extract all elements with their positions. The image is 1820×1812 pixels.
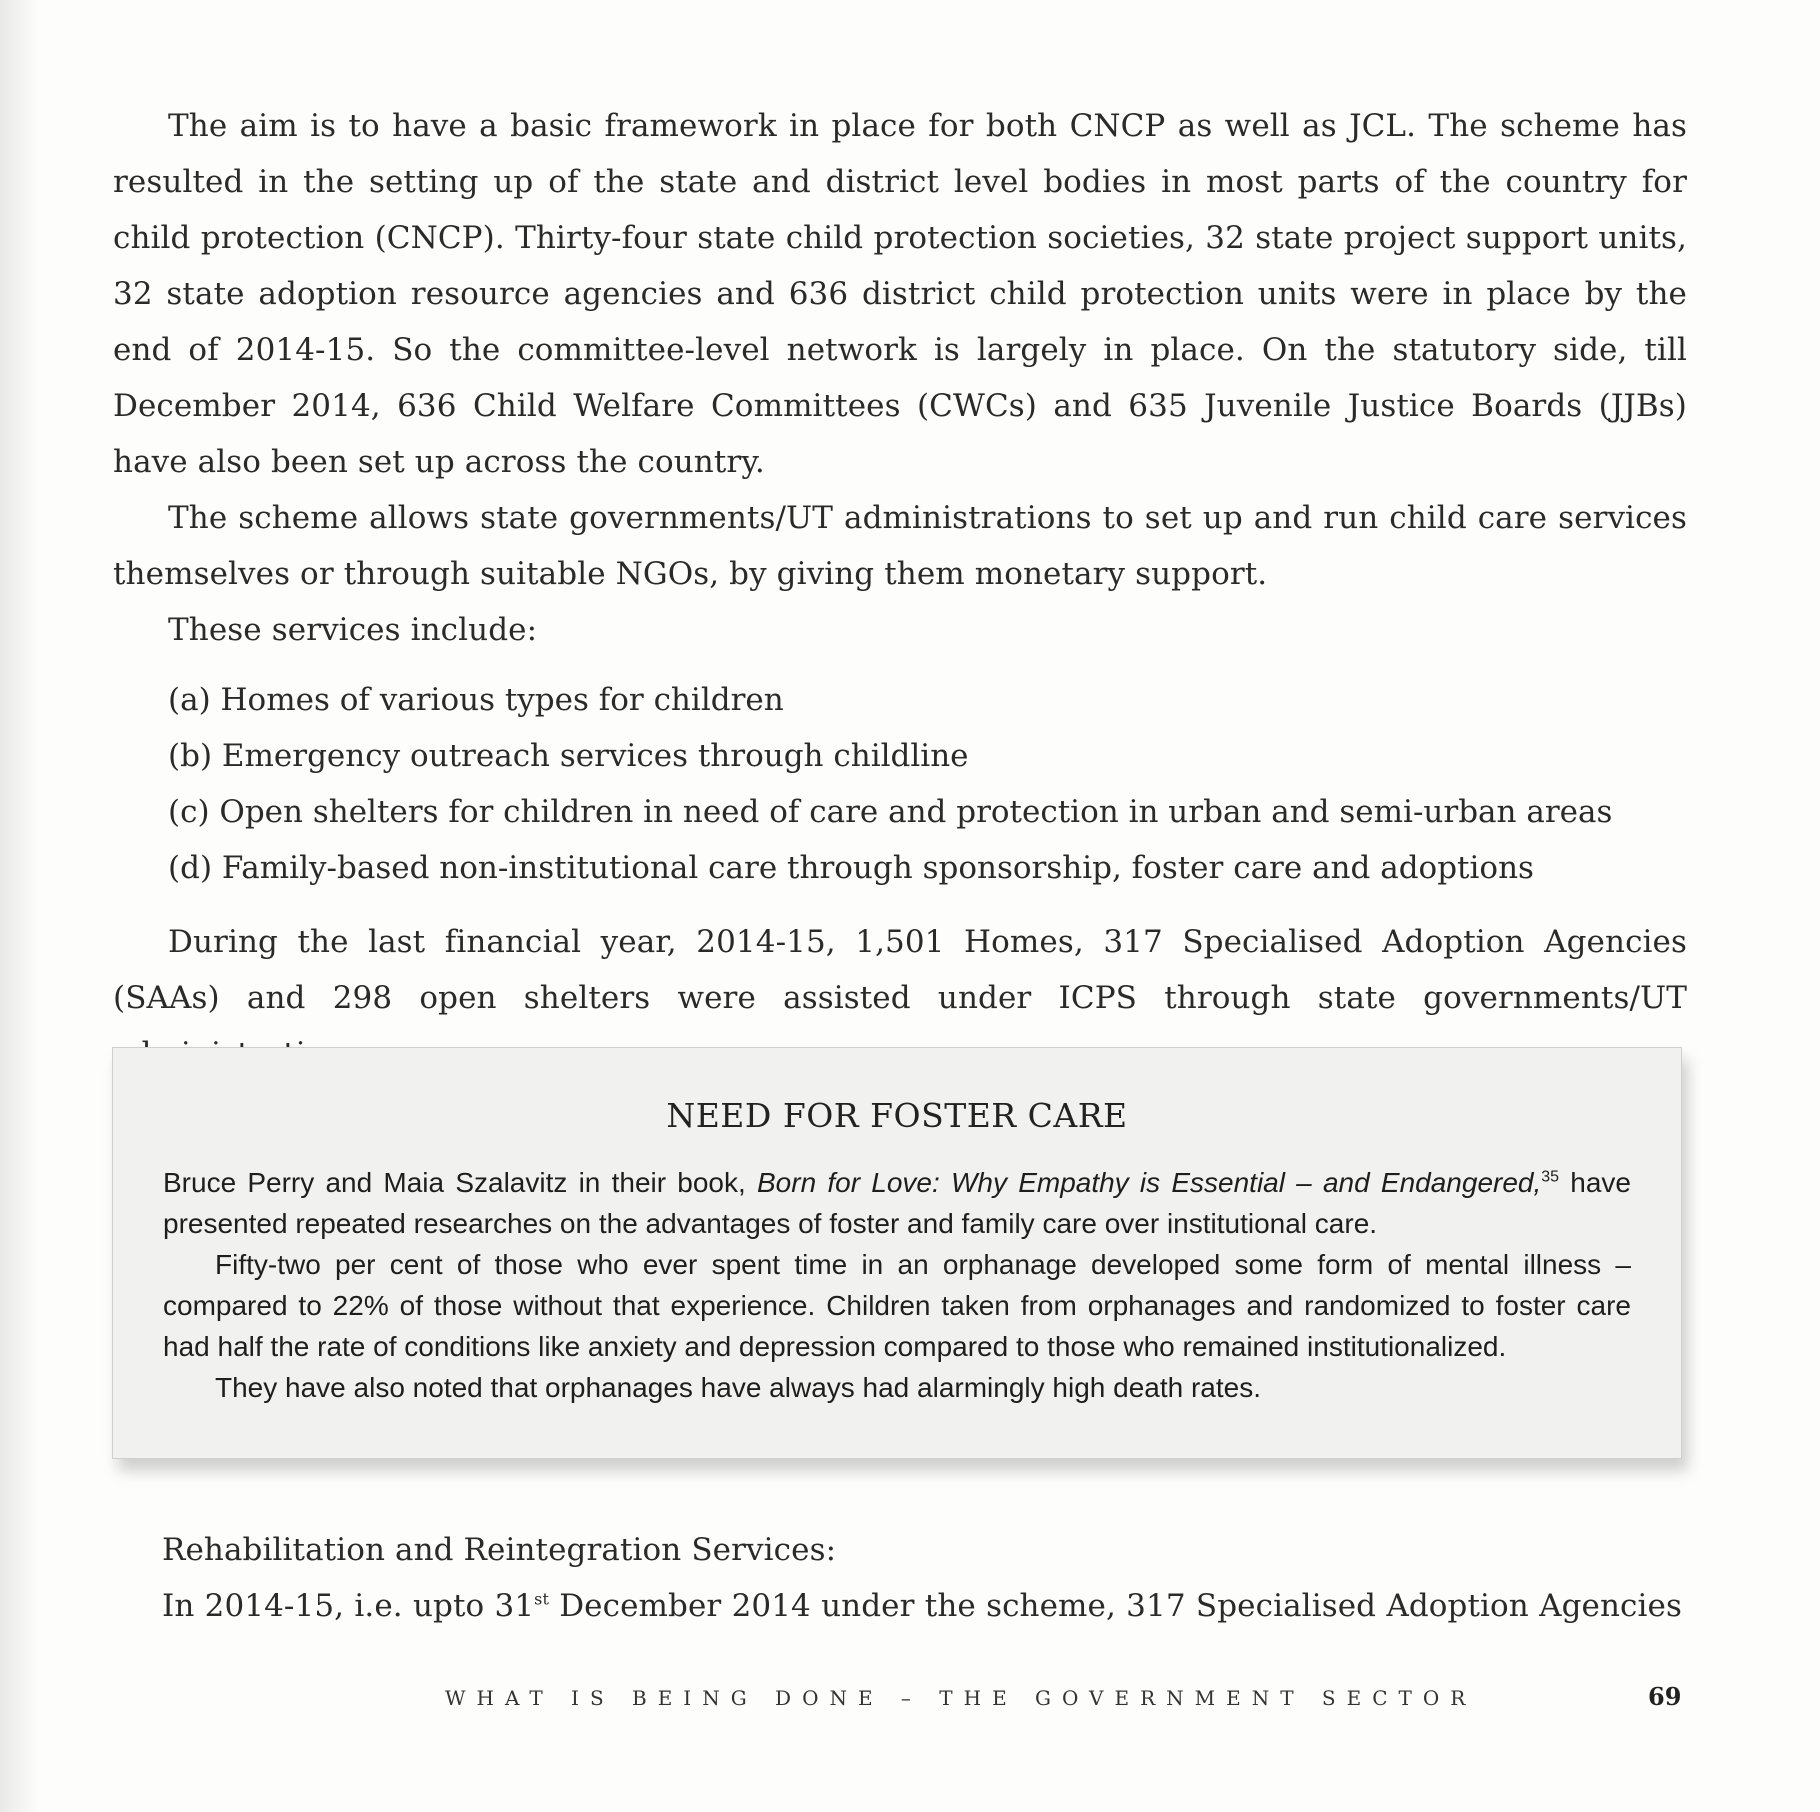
box-p1-lead: Bruce Perry and Maia Szalavitz in their book,	[163, 1167, 757, 1198]
services-list	[168, 672, 1668, 896]
box-paragraph-3: They have also noted that orphanages have always had alarmingly high death rates.	[215, 1372, 1262, 1403]
page-number: 69	[1648, 1682, 1682, 1711]
paragraph-financial-year: During the last financial year, 2014-15, 1,501 Homes, 317 Specialised Adoption Agencies (SAAs) and 298 open shelters were assisted under ICPS through state governments/UT	[113, 924, 1687, 1016]
list-item: (b) Emergency outreach services through childline	[168, 738, 969, 774]
rehab-text-tail: December 2014 under the scheme, 317 Specialised Adoption Agencies	[549, 1588, 1682, 1624]
page-edge-shadow	[0, 0, 40, 1812]
paragraph-framework: The aim is to have a basic framework in place for both CNCP as well as JCL. The scheme has resulted in the setting up of the state and district level bodies in most parts of the country for child protection (CNCP). Thirty-four state child protection societies, 32 state project support units, 32 state adoption resource agencies and 636 district child protection units were in place by the end of 2014-15. So the committee-level network is largely in place. On the statutory side, till December 2014, 636 Child Welfare Committees (CWCs) and 635 Juvenile Justice Boards (JJBs) have also been set up across the country.	[113, 108, 1687, 480]
box-body	[163, 1162, 1631, 1408]
box-p1-tail: have presented repeated researches on the advantages of foster and family care over institutional care.	[163, 1167, 1631, 1239]
rehab-text-lead: In 2014-15, i.e. upto 31	[162, 1588, 535, 1624]
running-footer: WHAT IS BEING DONE – THE GOVERNMENT SECTOR	[445, 1686, 1477, 1710]
foster-care-box	[112, 1047, 1682, 1459]
box-paragraph-1	[163, 1162, 1631, 1244]
box-title: NEED FOR FOSTER CARE	[666, 1096, 1128, 1135]
paragraph-scheme-services: The scheme allows state governments/UT administrations to set up and run child care services themselves or through suitable NGOs, by giving them monetary support.	[113, 500, 1687, 592]
list-item: (c) Open shelters for children in need of care and protection in urban and semi-urban areas	[168, 794, 1613, 830]
box-paragraph-2: Fifty-two per cent of those who ever spent time in an orphanage developed some form of mental illness – compared to 22% of those without that experience. Children taken from orphanages and randomized to foster care had half the rate of conditions like anxiety and depression compared to those who remained institutionalized.	[163, 1249, 1631, 1362]
footnote-ref: 35	[1541, 1168, 1560, 1186]
paragraph-services-include: These services include:	[168, 612, 538, 648]
list-item: (d) Family-based non-institutional care through sponsorship, foster care and adoptions	[168, 850, 1534, 886]
section-heading: Rehabilitation and Reintegration Services:	[162, 1532, 837, 1568]
book-title: Born for Love: Why Empathy is Essential – and Endangered,	[757, 1167, 1542, 1198]
ordinal-suffix: st	[534, 1589, 549, 1609]
paragraph-rehabilitation	[162, 1578, 1682, 1634]
list-item: (a) Homes of various types for children	[168, 682, 784, 718]
